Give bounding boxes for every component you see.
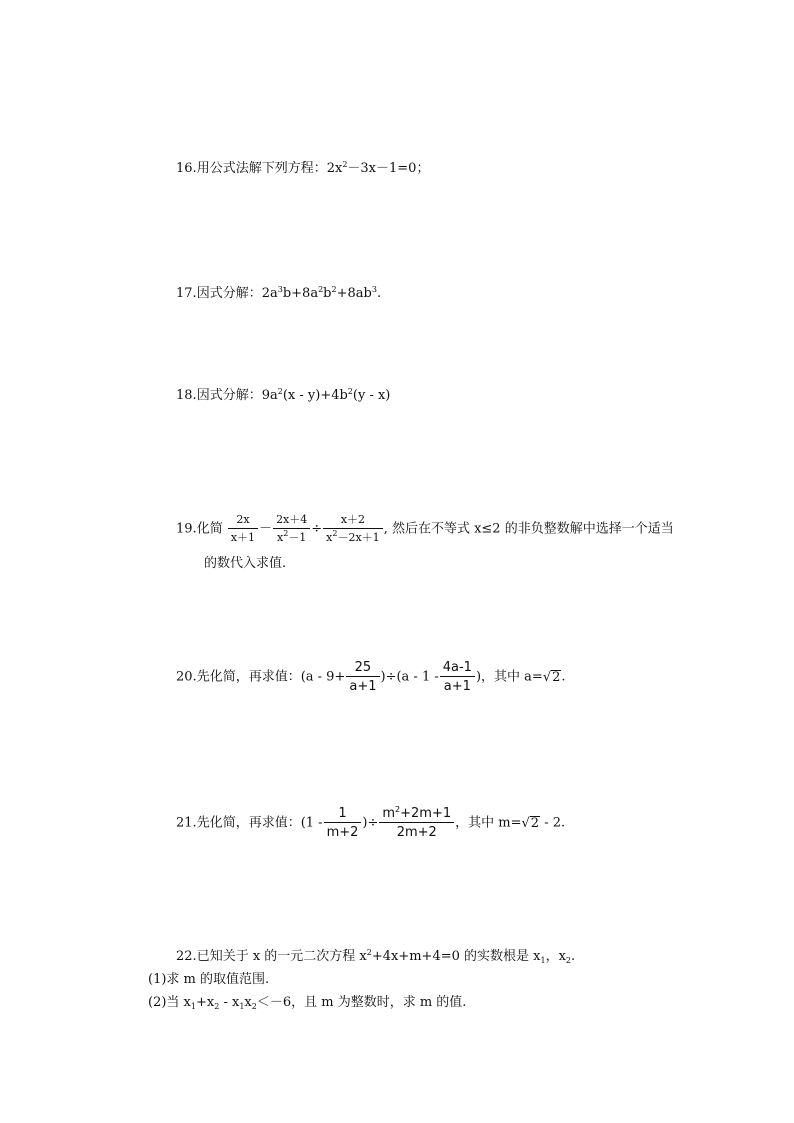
- question-number: 18.: [176, 388, 197, 403]
- fraction-2: $\frac{2x+4}{x^2-1}$: [273, 513, 310, 545]
- question-22-part-1: (1)求 m 的取值范围.: [148, 972, 270, 987]
- fraction-1: $\frac{25}{a+1}$: [346, 660, 379, 694]
- fraction-2: $\frac{4a-1}{a+1}$: [440, 660, 475, 694]
- question-16: [176, 160, 429, 178]
- fraction-3: $\frac{x+2}{x^2-2x+1}$: [323, 513, 383, 545]
- math-expression: $2x^2-3x-1=0$；: [326, 160, 430, 176]
- divide-sign: ÷: [311, 521, 323, 537]
- fraction-1: $\frac{1}{m+2}$: [324, 806, 362, 840]
- question-number: 20.: [176, 669, 197, 685]
- minus-sign: －: [259, 521, 273, 537]
- question-21: 21.先化简，再求值：(1 - $\frac{1}{m+2}$ )÷ $\frac{m^2+2m+1}{2m+2}$ ，其中 m=√2 - 2.: [176, 805, 566, 840]
- question-22-part-2: (2)当 $x_1+x_2 - x_1x_2<-6$，且 m 为整数时，求 m 的值.: [148, 995, 467, 1011]
- question-number: 19.: [176, 521, 197, 537]
- question-number: 21.: [176, 815, 197, 831]
- question-19-continuation: 的数代入求值.: [204, 556, 287, 571]
- question-number: 17.: [176, 286, 197, 301]
- question-text: , 然后在不等式 x≤2 的非负整数解中选择一个适当: [383, 521, 674, 537]
- question-22: [176, 948, 575, 966]
- question-text: 化简: [196, 521, 223, 537]
- math-expression: $9a^2(x - y)+4b^2(y - x)$: [261, 387, 391, 403]
- fraction-1: $\frac{2x}{x+1}$: [228, 513, 258, 545]
- question-text: 因式分解：: [196, 286, 262, 301]
- question-19: [176, 513, 674, 545]
- sqrt-expression: √2: [542, 669, 561, 685]
- question-text: 用公式法解下列方程：: [196, 161, 327, 176]
- math-expression: $2a^3b+8a^2b^2+8ab^3$.: [261, 285, 382, 301]
- question-text: 已知关于 x 的一元二次方程 $x^2+4x+m+4=0$ 的实数根是 $x_1$，$x_2$.: [196, 948, 576, 965]
- question-text: 先化简，再求值：: [196, 815, 301, 831]
- question-20: 20.先化简，再求值：(a - 9+ $\frac{25}{a+1}$ )÷(a - 1 - $\frac{4a-1}{a+1}$ )，其中 a=√2.: [176, 660, 566, 694]
- question-text: 因式分解：: [196, 388, 262, 403]
- question-number: 22.: [176, 949, 197, 964]
- question-number: 16.: [176, 161, 197, 176]
- question-text: 先化简，再求值：: [196, 669, 301, 685]
- question-18: [176, 387, 390, 405]
- fraction-2: $\frac{m^2+2m+1}{2m+2}$: [379, 806, 454, 840]
- question-17: [176, 285, 381, 303]
- sqrt-expression: √2: [521, 815, 540, 831]
